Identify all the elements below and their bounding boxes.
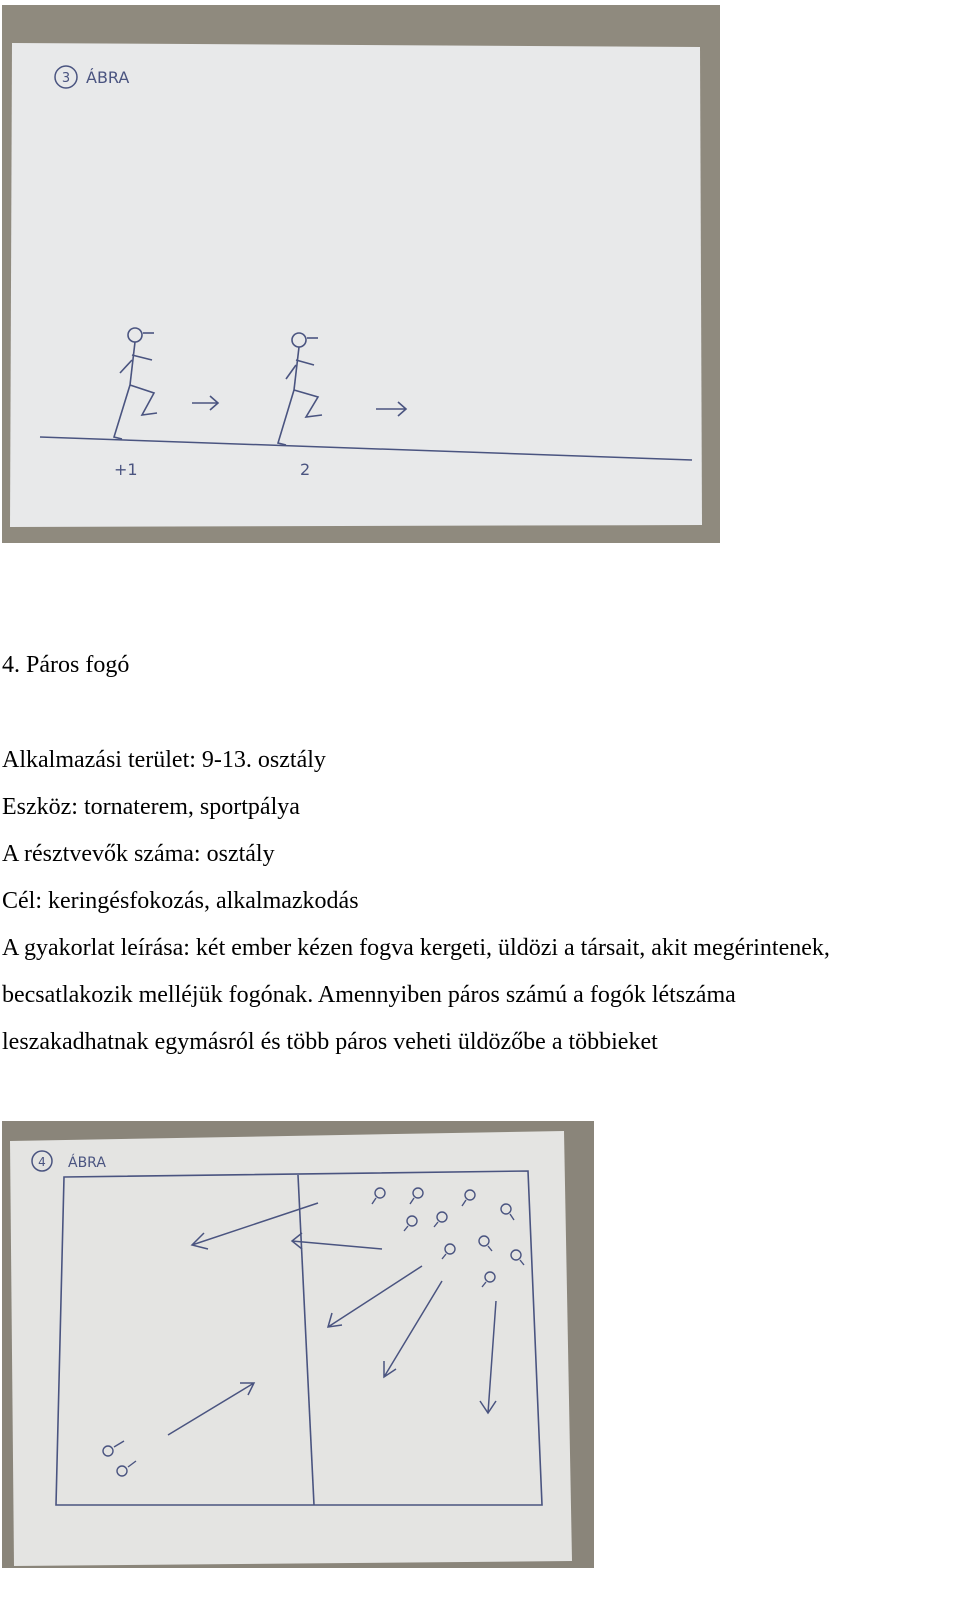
info-description: A gyakorlat leírása: két ember kézen fogva kergeti, üldözi a társait, akit megérintenek, <box>2 935 830 961</box>
section-title: 4. Páros fogó <box>2 652 130 678</box>
info-description: becsatlakozik melléjük fogónak. Amennyiben páros számú a fogók létszáma <box>2 982 736 1008</box>
info-area: Alkalmazási terület: 9-13. osztály <box>2 747 326 773</box>
info-description: leszakadhatnak egymásról és több páros veheti üldözőbe a többieket <box>2 1029 658 1055</box>
figure-label: ÁBRA <box>68 1155 106 1171</box>
paper-card <box>10 43 702 527</box>
info-goal: Cél: keringésfokozás, alkalmazkodás <box>2 888 359 914</box>
figure-number: 4 <box>38 1155 46 1169</box>
figure-number: 3 <box>61 71 71 86</box>
info-equipment: Eszköz: tornaterem, sportpálya <box>2 794 300 820</box>
info-participants: A résztvevők száma: osztály <box>2 841 275 867</box>
figure-3-photo <box>2 5 720 543</box>
paper-card <box>10 1131 572 1566</box>
figure-4-photo <box>2 1121 594 1568</box>
figure-label: ÁBRA <box>86 68 130 87</box>
position-label: 2 <box>300 460 311 479</box>
position-label: +1 <box>114 460 138 479</box>
